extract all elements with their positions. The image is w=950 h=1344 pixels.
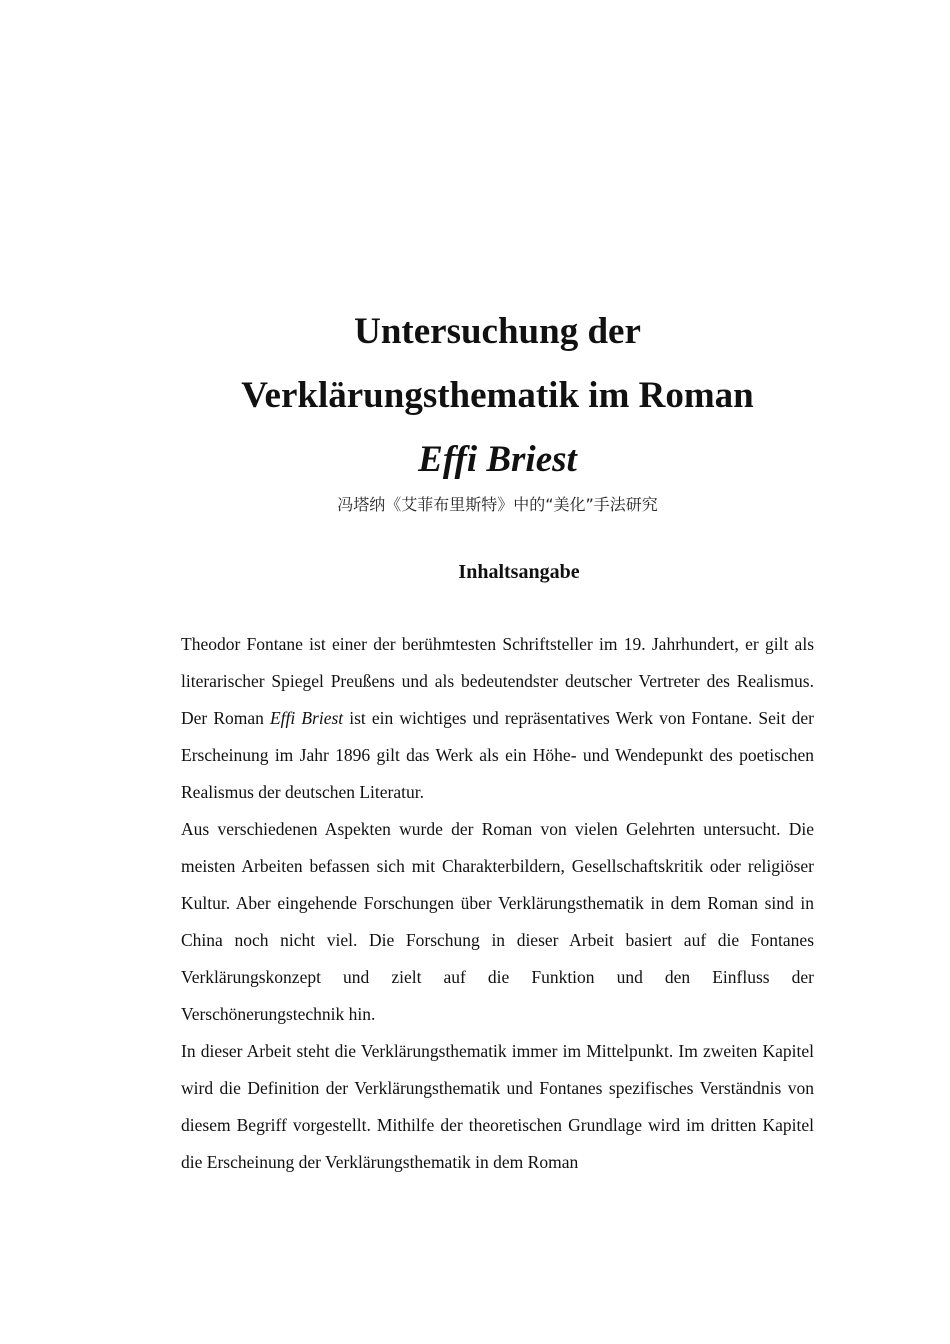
body-text	[181, 626, 814, 1181]
title-block	[0, 300, 950, 492]
chinese-subtitle: 冯塔纳《艾菲布里斯特》中的“美化”手法研究	[337, 495, 658, 514]
paragraph-1-italic-title: Effi Briest	[269, 708, 344, 728]
paragraph-1-part-2: ist ein wichtiges und repräsentatives Werk von Fontane. Seit der Erscheinung im Jahr 1896 gilt das Werk als ein Höhe- und Wendepunkt des poetischen Realismus der deutschen Literatur.	[181, 708, 814, 802]
paragraph-1	[181, 626, 814, 811]
paragraph-2: Aus verschiedenen Aspekten wurde der Roman von vielen Gelehrten untersucht. Die meisten Arbeiten befassen sich mit Charakterbildern, Gesellschaftskritik oder religiöser Kultur. Aber eingehende Forschungen über Verklärungsthematik in dem Roman sind in China noch nicht viel. Die Forschung in dieser Arbeit basiert auf die Fontanes Verklärungskonzept und zielt auf die Funktion und den Einfluss der Verschönerungstechnik hin.	[181, 819, 814, 1024]
title-line-3: Effi Briest	[418, 439, 577, 480]
paragraph-3: In dieser Arbeit steht die Verklärungsthematik immer im Mittelpunkt. Im zweiten Kapitel wird die Definition der Verklärungsthematik und Fontanes spezifisches Verständnis von diesem Begriff vorgestellt. Mithilfe der theoretischen Grundlage wird im dritten Kapitel die Erscheinung der Verklärungsthematik in dem Roman	[181, 1041, 814, 1172]
title-line-1: Untersuchung der	[354, 311, 641, 352]
paragraph-1-part-1: Theodor Fontane ist einer der berühmtesten Schriftsteller im 19. Jahrhundert, er gilt als literarischer Spiegel Preußens und als bedeutendster deutscher Vertreter des Realismus. Der Roman	[181, 634, 814, 728]
section-heading: Inhaltsangabe	[458, 561, 580, 583]
title-line-2: Verklärungsthematik im Roman	[241, 375, 754, 416]
